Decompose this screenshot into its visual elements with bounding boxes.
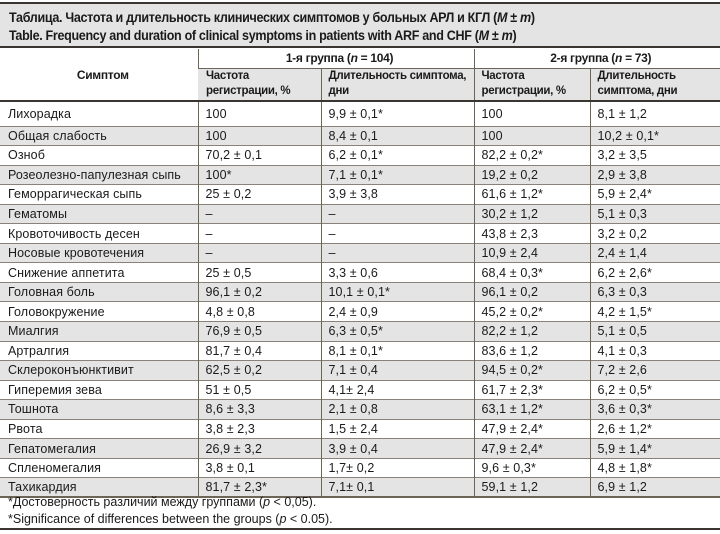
g1-freq-cell: 100 (198, 101, 321, 126)
g2-dur-cell: 5,9 ± 1,4* (590, 439, 720, 459)
g2-freq-cell: 61,6 ± 1,2* (474, 185, 590, 205)
symptom-cell: Спленомегалия (8, 461, 102, 476)
g1-freq-cell: 3,8 ± 0,1 (198, 458, 321, 478)
g1-freq-cell: 3,8 ± 2,3 (198, 419, 321, 439)
g2-freq-cell: 10,9 ± 2,4 (474, 243, 590, 263)
symptom-cell: Кровоточивость десен (8, 226, 140, 241)
g1-dur-cell: 3,9 ± 3,8 (321, 185, 474, 205)
g2-dur-cell: 2,9 ± 3,8 (590, 165, 720, 185)
g2-freq-cell: 19,2 ± 0,2 (474, 165, 590, 185)
table-row (0, 282, 720, 302)
table-row (0, 126, 720, 146)
g2-freq-cell: 82,2 ± 0,2* (474, 146, 590, 166)
g2-dur-cell: 2,6 ± 1,2* (590, 419, 720, 439)
g1-duration-header: Длительность симптома, дни (321, 68, 474, 101)
g2-freq-cell: 100 (474, 101, 590, 126)
table-row (0, 263, 720, 283)
g2-freq-cell: 61,7 ± 2,3* (474, 380, 590, 400)
table-row (0, 204, 720, 224)
table-row (0, 146, 720, 166)
g1-dur-cell: – (321, 204, 474, 224)
g2-freq-cell: 45,2 ± 0,2* (474, 302, 590, 322)
footnotes (8, 494, 333, 528)
g2-dur-cell: 6,2 ± 0,5* (590, 380, 720, 400)
group-header-row (0, 49, 720, 68)
symptom-column-header: Симптом (0, 49, 198, 101)
symptom-cell: Озноб (8, 148, 45, 163)
table-row (0, 341, 720, 361)
symptom-cell: Рвота (8, 421, 43, 436)
g2-dur-cell: 2,4 ± 1,4 (590, 243, 720, 263)
g2-dur-cell: 5,1 ± 0,5 (590, 321, 720, 341)
g2-dur-cell: 6,2 ± 2,6* (590, 263, 720, 283)
g1-frequency-header: Частота регистрации, % (198, 68, 321, 101)
table-row (0, 380, 720, 400)
g1-dur-cell: 6,3 ± 0,5* (321, 321, 474, 341)
g1-dur-cell: 2,4 ± 0,9 (321, 302, 474, 322)
g1-dur-cell: 3,9 ± 0,4 (321, 439, 474, 459)
g1-dur-cell: 1,7± 0,2 (321, 458, 474, 478)
g2-dur-cell: 8,1 ± 1,2 (590, 101, 720, 126)
g1-dur-cell: 1,5 ± 2,4 (321, 419, 474, 439)
table-caption (0, 2, 720, 48)
g1-freq-cell: 81,7 ± 0,4 (198, 341, 321, 361)
table-row (0, 361, 720, 381)
g2-freq-cell: 82,2 ± 1,2 (474, 321, 590, 341)
caption-russian: Таблица. Частота и длительность клинических симптомов у больных АРЛ и КГЛ (M ± m) (9, 10, 535, 25)
symptom-cell: Гиперемия зева (8, 382, 102, 397)
bottom-rule (0, 528, 720, 530)
table-row (0, 458, 720, 478)
g2-duration-header: Длительность симптома, дни (590, 68, 720, 101)
g1-dur-cell: 10,1 ± 0,1* (321, 282, 474, 302)
table-row (0, 101, 720, 126)
symptom-cell: Розеолезно-папулезная сыпь (0, 165, 198, 185)
g2-dur-cell: 3,2 ± 3,5 (590, 146, 720, 166)
g2-freq-cell: 100 (474, 126, 590, 146)
g2-dur-cell: 3,2 ± 0,2 (590, 224, 720, 244)
g2-freq-cell: 9,6 ± 0,3* (474, 458, 590, 478)
table-row (0, 224, 720, 244)
g1-dur-cell: 3,3 ± 0,6 (321, 263, 474, 283)
g2-dur-cell: 7,2 ± 2,6 (590, 361, 720, 381)
g2-freq-cell: 47,9 ± 2,4* (474, 419, 590, 439)
symptom-cell: Тошнота (0, 400, 198, 420)
symptom-cell: Головокружение (8, 304, 105, 319)
g1-dur-cell: 8,4 ± 0,1 (321, 126, 474, 146)
table-row (0, 439, 720, 459)
g1-dur-cell: 7,1± 0,1 (321, 478, 474, 498)
g2-dur-cell: 5,9 ± 2,4* (590, 185, 720, 205)
g1-freq-cell: 81,7 ± 2,3* (198, 478, 321, 498)
g2-freq-cell: 68,4 ± 0,3* (474, 263, 590, 283)
g1-freq-cell: – (198, 243, 321, 263)
footnote-english: *Significance of differences between the groups (p < 0.05). (8, 512, 333, 526)
g1-freq-cell: 76,9 ± 0,5 (198, 321, 321, 341)
g1-freq-cell: – (198, 224, 321, 244)
g1-dur-cell: – (321, 224, 474, 244)
g2-dur-cell: 3,6 ± 0,3* (590, 400, 720, 420)
symptom-cell: Общая слабость (0, 126, 198, 146)
g2-dur-cell: 4,1 ± 0,3 (590, 341, 720, 361)
symptom-cell: Гематомы (0, 204, 198, 224)
symptom-cell: Геморрагическая сыпь (8, 187, 142, 202)
g1-freq-cell: 100 (198, 126, 321, 146)
g1-freq-cell: 25 ± 0,5 (198, 263, 321, 283)
symptom-cell: Склероконъюнктивит (0, 361, 198, 381)
table-row (0, 185, 720, 205)
g2-freq-cell: 59,1 ± 1,2 (474, 478, 590, 498)
g2-frequency-header: Частота регистрации, % (474, 68, 590, 101)
table-row (0, 302, 720, 322)
g1-freq-cell: – (198, 204, 321, 224)
symptom-cell: Гепатомегалия (0, 439, 198, 459)
g1-dur-cell: 9,9 ± 0,1* (321, 101, 474, 126)
g1-freq-cell: 8,6 ± 3,3 (198, 400, 321, 420)
symptom-cell: Тахикардия (0, 478, 198, 498)
g2-freq-cell: 94,5 ± 0,2* (474, 361, 590, 381)
g2-dur-cell: 6,9 ± 1,2 (590, 478, 720, 498)
table-row (0, 243, 720, 263)
g1-dur-cell: 8,1 ± 0,1* (321, 341, 474, 361)
g1-freq-cell: 100* (198, 165, 321, 185)
table-row (0, 419, 720, 439)
g1-freq-cell: 51 ± 0,5 (198, 380, 321, 400)
g2-freq-cell: 83,6 ± 1,2 (474, 341, 590, 361)
g2-freq-cell: 63,1 ± 1,2* (474, 400, 590, 420)
footnote-russian: *Достоверность различий между группами (p < 0,05). (8, 495, 317, 509)
group2-header: 2-я группа (n = 73) (474, 49, 720, 68)
symptom-cell: Артралгия (8, 343, 70, 358)
g2-freq-cell: 30,2 ± 1,2 (474, 204, 590, 224)
g1-freq-cell: 62,5 ± 0,2 (198, 361, 321, 381)
group1-header: 1-я группа (n = 104) (198, 49, 474, 68)
table-row (0, 321, 720, 341)
g1-dur-cell: 7,1 ± 0,1* (321, 165, 474, 185)
g2-freq-cell: 96,1 ± 0,2 (474, 282, 590, 302)
g2-dur-cell: 5,1 ± 0,3 (590, 204, 720, 224)
g2-freq-cell: 47,9 ± 2,4* (474, 439, 590, 459)
g1-dur-cell: 7,1 ± 0,4 (321, 361, 474, 381)
symptom-cell: Лихорадка (8, 106, 72, 121)
symptom-cell: Снижение аппетита (8, 265, 125, 280)
g1-dur-cell: 4,1± 2,4 (321, 380, 474, 400)
g1-freq-cell: 4,8 ± 0,8 (198, 302, 321, 322)
g1-dur-cell: 2,1 ± 0,8 (321, 400, 474, 420)
g1-dur-cell: 6,2 ± 0,1* (321, 146, 474, 166)
g1-freq-cell: 96,1 ± 0,2 (198, 282, 321, 302)
g2-dur-cell: 4,2 ± 1,5* (590, 302, 720, 322)
symptom-cell: Носовые кровотечения (0, 243, 198, 263)
table-row (0, 400, 720, 420)
g1-dur-cell: – (321, 243, 474, 263)
symptom-cell: Миалгия (0, 321, 198, 341)
g1-freq-cell: 26,9 ± 3,2 (198, 439, 321, 459)
table-row (0, 165, 720, 185)
g1-freq-cell: 25 ± 0,2 (198, 185, 321, 205)
symptoms-table (0, 49, 720, 498)
caption-english: Table. Frequency and duration of clinical symptoms in patients with ARF and CHF (M ± m) (9, 28, 517, 43)
g1-freq-cell: 70,2 ± 0,1 (198, 146, 321, 166)
g2-dur-cell: 10,2 ± 0,1* (590, 126, 720, 146)
symptom-cell: Головная боль (0, 282, 198, 302)
g2-dur-cell: 4,8 ± 1,8* (590, 458, 720, 478)
g2-freq-cell: 43,8 ± 2,3 (474, 224, 590, 244)
g2-dur-cell: 6,3 ± 0,3 (590, 282, 720, 302)
